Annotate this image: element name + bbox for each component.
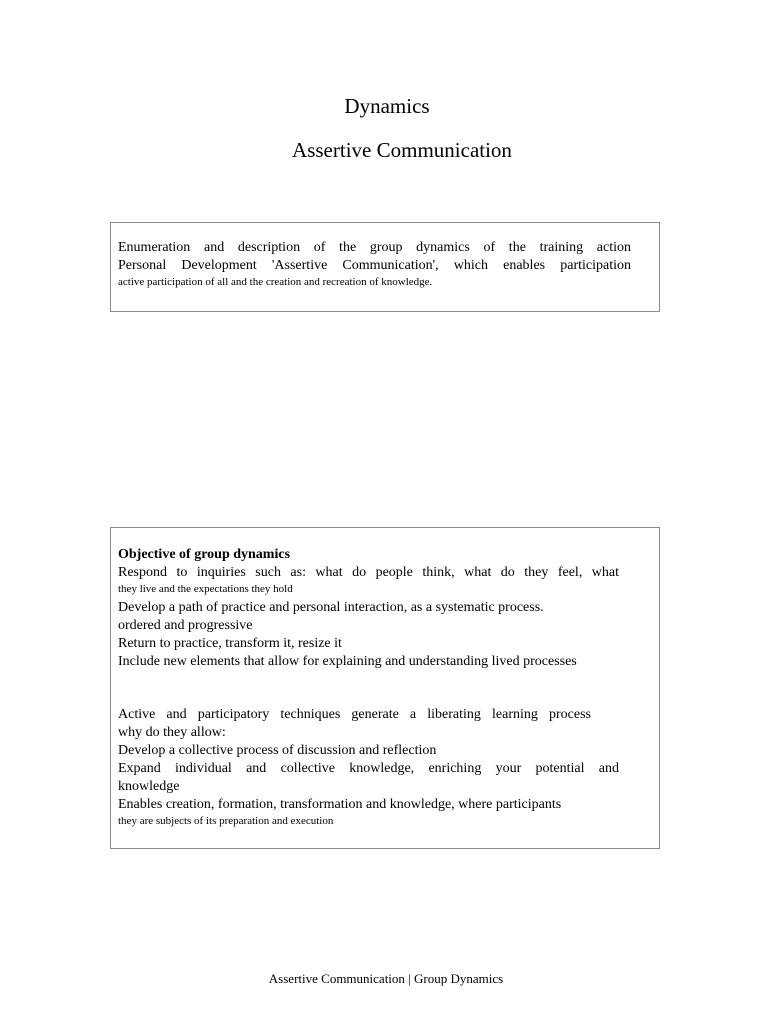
techniques-line: Active and participatory techniques generate a liberating learning process <box>118 707 591 722</box>
objective-line: Respond to inquiries such as: what do people think, what do they feel, what <box>118 565 619 580</box>
intro-line-3: active participation of all and the creation and recreation of knowledge. <box>118 276 433 288</box>
page-footer: Assertive Communication | Group Dynamics <box>268 971 504 986</box>
techniques-line: why do they allow: <box>118 725 226 740</box>
document-subtitle: Assertive Communication <box>292 138 512 162</box>
paragraph-gap <box>118 671 619 706</box>
objective-line: Develop a path of practice and personal interaction, as a systematic process. <box>118 600 544 615</box>
techniques-line: Expand individual and collective knowledge, enriching your potential and <box>118 761 619 776</box>
document-title: Dynamics <box>344 94 430 118</box>
techniques-line: knowledge <box>118 779 180 794</box>
techniques-line: Enables creation, formation, transformation and knowledge, where participants <box>118 797 562 812</box>
objective-box <box>110 527 660 849</box>
intro-line-2: Personal Development 'Assertive Communication', which enables participation <box>118 258 631 273</box>
objective-line: Return to practice, transform it, resize it <box>118 636 342 651</box>
intro-line-1: Enumeration and description of the group dynamics of the training action <box>118 240 631 255</box>
objective-line: Include new elements that allow for explaining and understanding lived processes <box>118 654 577 669</box>
objective-line: ordered and progressive <box>118 618 253 633</box>
techniques-line: Develop a collective process of discussion and reflection <box>118 743 437 758</box>
objective-line: they live and the expectations they hold <box>118 583 293 595</box>
techniques-line: they are subjects of its preparation and execution <box>118 815 334 827</box>
intro-box <box>110 222 660 312</box>
objective-heading: Objective of group dynamics <box>118 547 291 562</box>
